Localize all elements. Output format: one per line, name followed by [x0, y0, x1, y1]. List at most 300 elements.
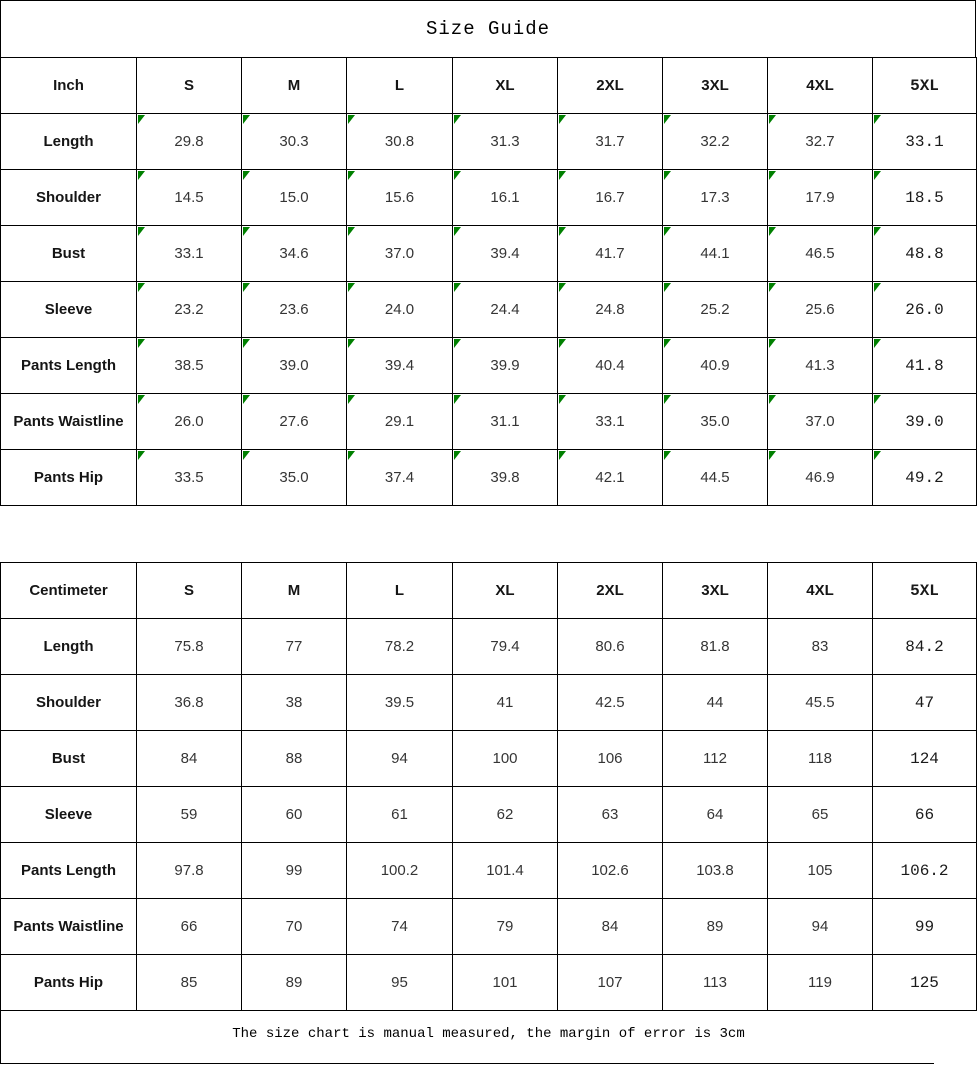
inch-value-cell [873, 338, 977, 394]
cell-marker-triangle-icon [559, 115, 566, 124]
cell-marker-triangle-icon [874, 451, 881, 460]
footer-note-bar [0, 1011, 976, 1064]
centimeter-value-cell [768, 731, 873, 787]
cell-marker-triangle-icon [559, 171, 566, 180]
cell-marker-triangle-icon [874, 339, 881, 348]
cell-value: 33.1 [905, 132, 944, 151]
centimeter-value-cell [137, 675, 242, 731]
centimeter-size-column-header: 5XL [873, 563, 977, 619]
title-bar [0, 0, 976, 57]
centimeter-value-cell [347, 955, 453, 1011]
centimeter-unit-header: Centimeter [1, 563, 137, 619]
inch-value-cell [663, 450, 768, 506]
cell-value: 62 [496, 806, 514, 823]
cell-marker-triangle-icon [664, 227, 671, 236]
cell-value: 61 [391, 806, 408, 823]
cell-value: 85 [180, 974, 198, 991]
cell-value: 35.0 [279, 469, 309, 486]
inch-size-column-header: 2XL [558, 58, 663, 114]
centimeter-value-cell [768, 899, 873, 955]
footer-note: The size chart is manual measured, the margin of error is 3cm [232, 1025, 745, 1042]
inch-value-cell [663, 338, 768, 394]
inch-value-cell [873, 394, 977, 450]
cell-value: 89 [285, 974, 303, 991]
cell-value: 38.5 [174, 357, 204, 374]
cell-value: 38 [285, 694, 303, 711]
inch-row-label: Pants Length [1, 338, 137, 394]
centimeter-value-cell [768, 675, 873, 731]
centimeter-value-cell [242, 787, 347, 843]
centimeter-value-cell [768, 787, 873, 843]
cell-value: 29.8 [174, 133, 204, 150]
cell-value: 24.0 [384, 301, 415, 318]
inch-size-column-header: 4XL [768, 58, 873, 114]
inch-value-cell [558, 450, 663, 506]
inch-value-cell [663, 114, 768, 170]
cell-value: 44.1 [700, 245, 730, 262]
cell-value: 33.1 [174, 245, 204, 262]
centimeter-value-cell [347, 619, 453, 675]
centimeter-value-cell [873, 731, 977, 787]
centimeter-value-cell [768, 619, 873, 675]
cell-value: 100.2 [380, 862, 419, 879]
inch-value-cell [242, 226, 347, 282]
cell-value: 106.2 [900, 861, 949, 880]
cell-marker-triangle-icon [664, 395, 671, 404]
centimeter-value-cell [873, 675, 977, 731]
inch-value-cell [873, 170, 977, 226]
inch-value-cell [347, 226, 453, 282]
cell-value: 31.1 [490, 413, 520, 430]
centimeter-value-cell [873, 787, 977, 843]
cell-value: 25.6 [805, 301, 835, 318]
inch-value-cell [768, 114, 873, 170]
cell-value: 45.5 [805, 694, 835, 711]
cell-value: 44.5 [700, 469, 730, 486]
cell-value: 119 [808, 974, 832, 991]
cell-value: 37.0 [384, 245, 415, 262]
cell-marker-triangle-icon [138, 171, 145, 180]
cell-value: 70 [285, 918, 303, 935]
cell-marker-triangle-icon [138, 227, 145, 236]
cell-value: 64 [706, 806, 724, 823]
cell-marker-triangle-icon [874, 115, 881, 124]
inch-value-cell [453, 170, 558, 226]
cell-value: 39.8 [490, 469, 520, 486]
cell-value: 84 [180, 750, 198, 767]
cell-value: 25.2 [700, 301, 730, 318]
cell-value: 15.6 [384, 189, 415, 206]
inch-value-cell [768, 338, 873, 394]
centimeter-table-row [1, 731, 977, 787]
centimeter-size-column-header: M [242, 563, 347, 619]
cell-marker-triangle-icon [769, 227, 776, 236]
centimeter-value-cell [663, 675, 768, 731]
inch-value-cell [558, 226, 663, 282]
centimeter-size-column-header: 2XL [558, 563, 663, 619]
centimeter-value-cell [137, 899, 242, 955]
cell-value: 33.5 [174, 469, 204, 486]
inch-value-cell [242, 170, 347, 226]
page-title: Size Guide [425, 18, 551, 40]
inch-row-label: Sleeve [1, 282, 137, 338]
cell-value: 41.3 [805, 357, 835, 374]
cell-value: 18.5 [905, 188, 944, 207]
centimeter-value-cell [242, 675, 347, 731]
cell-value: 47 [914, 693, 935, 712]
inch-value-cell [347, 450, 453, 506]
cell-value: 107 [597, 974, 623, 991]
cell-value: 23.2 [174, 301, 204, 318]
cell-marker-triangle-icon [874, 395, 881, 404]
cell-value: 29.1 [384, 413, 415, 430]
inch-value-cell [873, 226, 977, 282]
cell-marker-triangle-icon [769, 339, 776, 348]
cell-value: 77 [285, 638, 303, 655]
cell-value: 89 [706, 918, 724, 935]
centimeter-value-cell [873, 955, 977, 1011]
cell-value: 23.6 [279, 301, 309, 318]
inch-value-cell [663, 170, 768, 226]
centimeter-value-cell [663, 843, 768, 899]
centimeter-value-cell [242, 899, 347, 955]
inch-size-column-header: S [137, 58, 242, 114]
inch-value-cell [453, 114, 558, 170]
cell-value: 66 [180, 918, 198, 935]
centimeter-value-cell [663, 787, 768, 843]
cell-value: 103.8 [696, 862, 734, 879]
cell-marker-triangle-icon [769, 171, 776, 180]
inch-value-cell [768, 450, 873, 506]
cell-value: 75.8 [174, 638, 204, 655]
cell-value: 100 [492, 750, 518, 767]
cell-value: 94 [391, 750, 408, 767]
inch-table-row [1, 450, 977, 506]
cell-marker-triangle-icon [454, 227, 461, 236]
cell-value: 17.9 [805, 189, 835, 206]
inch-value-cell [347, 170, 453, 226]
centimeter-value-cell [873, 899, 977, 955]
centimeter-table-row [1, 955, 977, 1011]
centimeter-value-cell [347, 843, 453, 899]
inch-value-cell [663, 394, 768, 450]
cell-marker-triangle-icon [664, 283, 671, 292]
centimeter-row-label: Pants Waistline [1, 899, 137, 955]
centimeter-value-cell [137, 619, 242, 675]
cell-value: 16.1 [490, 189, 520, 206]
centimeter-value-cell [768, 843, 873, 899]
inch-table-row [1, 226, 977, 282]
inch-row-label: Pants Waistline [1, 394, 137, 450]
inch-row-label: Shoulder [1, 170, 137, 226]
cell-marker-triangle-icon [348, 227, 355, 236]
cell-value: 39.9 [490, 357, 520, 374]
inch-size-column-header: M [242, 58, 347, 114]
cell-marker-triangle-icon [769, 283, 776, 292]
cell-value: 24.8 [595, 301, 625, 318]
cell-value: 39.0 [905, 412, 944, 431]
cell-marker-triangle-icon [874, 227, 881, 236]
cell-marker-triangle-icon [769, 451, 776, 460]
inch-value-cell [873, 114, 977, 170]
cell-marker-triangle-icon [664, 339, 671, 348]
centimeter-value-cell [453, 731, 558, 787]
inch-value-cell [137, 450, 242, 506]
cell-marker-triangle-icon [559, 227, 566, 236]
inch-row-label: Pants Hip [1, 450, 137, 506]
inch-table-row [1, 338, 977, 394]
cell-value: 118 [808, 750, 832, 767]
cell-marker-triangle-icon [664, 115, 671, 124]
cell-marker-triangle-icon [243, 395, 250, 404]
centimeter-value-cell [453, 675, 558, 731]
cell-marker-triangle-icon [454, 171, 461, 180]
centimeter-value-cell [347, 899, 453, 955]
centimeter-table-row [1, 787, 977, 843]
centimeter-value-cell [453, 619, 558, 675]
cell-value: 41 [496, 694, 514, 711]
cell-value: 30.3 [279, 133, 309, 150]
cell-value: 44 [706, 694, 724, 711]
inch-table-row [1, 170, 977, 226]
centimeter-value-cell [558, 843, 663, 899]
cell-value: 74 [391, 918, 408, 935]
centimeter-size-table [0, 562, 977, 1011]
cell-value: 102.6 [591, 862, 629, 879]
cell-value: 66 [914, 805, 935, 824]
cell-value: 63 [601, 806, 619, 823]
cell-value: 125 [910, 973, 939, 992]
centimeter-size-column-header: L [347, 563, 453, 619]
centimeter-value-cell [453, 787, 558, 843]
cell-marker-triangle-icon [769, 115, 776, 124]
cell-value: 60 [285, 806, 303, 823]
centimeter-table-row [1, 899, 977, 955]
inch-value-cell [558, 394, 663, 450]
inch-unit-header: Inch [1, 58, 137, 114]
inch-value-cell [453, 338, 558, 394]
cell-value: 42.1 [595, 469, 625, 486]
inch-value-cell [453, 450, 558, 506]
cell-marker-triangle-icon [138, 283, 145, 292]
inch-value-cell [768, 226, 873, 282]
inch-value-cell [347, 338, 453, 394]
cell-marker-triangle-icon [454, 283, 461, 292]
inch-table-row [1, 114, 977, 170]
centimeter-header-row [1, 563, 977, 619]
cell-marker-triangle-icon [454, 395, 461, 404]
cell-value: 16.7 [595, 189, 625, 206]
cell-value: 78.2 [384, 638, 415, 655]
cell-marker-triangle-icon [454, 339, 461, 348]
cell-marker-triangle-icon [348, 339, 355, 348]
cell-value: 41.7 [595, 245, 625, 262]
cell-value: 81.8 [700, 638, 730, 655]
inch-value-cell [137, 282, 242, 338]
cell-value: 41.8 [905, 356, 944, 375]
centimeter-value-cell [242, 619, 347, 675]
cell-value: 97.8 [174, 862, 204, 879]
centimeter-size-column-header: S [137, 563, 242, 619]
inch-value-cell [558, 338, 663, 394]
centimeter-value-cell [768, 955, 873, 1011]
centimeter-row-label: Sleeve [1, 787, 137, 843]
cell-marker-triangle-icon [243, 115, 250, 124]
inch-size-column-header: XL [453, 58, 558, 114]
centimeter-value-cell [137, 843, 242, 899]
cell-value: 83 [811, 638, 829, 655]
table-separator-gap [0, 506, 977, 562]
centimeter-value-cell [347, 731, 453, 787]
centimeter-row-label: Length [1, 619, 137, 675]
centimeter-value-cell [558, 899, 663, 955]
cell-value: 48.8 [905, 244, 944, 263]
cell-value: 124 [910, 749, 939, 768]
cell-value: 35.0 [700, 413, 730, 430]
cell-marker-triangle-icon [243, 339, 250, 348]
cell-value: 95 [391, 974, 408, 991]
cell-marker-triangle-icon [664, 451, 671, 460]
inch-value-cell [347, 394, 453, 450]
inch-value-cell [137, 338, 242, 394]
cell-marker-triangle-icon [559, 451, 566, 460]
cell-marker-triangle-icon [348, 395, 355, 404]
cell-marker-triangle-icon [243, 283, 250, 292]
cell-marker-triangle-icon [348, 451, 355, 460]
inch-value-cell [768, 394, 873, 450]
inch-size-column-header: 3XL [663, 58, 768, 114]
inch-value-cell [558, 170, 663, 226]
cell-value: 106 [597, 750, 623, 767]
centimeter-value-cell [663, 619, 768, 675]
cell-value: 39.4 [490, 245, 520, 262]
centimeter-value-cell [137, 731, 242, 787]
centimeter-value-cell [347, 787, 453, 843]
inch-value-cell [137, 394, 242, 450]
inch-value-cell [242, 338, 347, 394]
inch-value-cell [558, 282, 663, 338]
inch-value-cell [873, 282, 977, 338]
cell-value: 37.0 [805, 413, 835, 430]
cell-value: 84.2 [905, 637, 944, 656]
inch-value-cell [347, 282, 453, 338]
cell-value: 30.8 [384, 133, 415, 150]
centimeter-value-cell [873, 619, 977, 675]
cell-value: 31.7 [595, 133, 625, 150]
centimeter-size-column-header: 4XL [768, 563, 873, 619]
cell-value: 31.3 [490, 133, 520, 150]
centimeter-value-cell [663, 955, 768, 1011]
cell-marker-triangle-icon [664, 171, 671, 180]
cell-marker-triangle-icon [769, 395, 776, 404]
cell-value: 26.0 [905, 300, 944, 319]
cell-marker-triangle-icon [348, 283, 355, 292]
cell-value: 24.4 [490, 301, 520, 318]
cell-value: 33.1 [595, 413, 625, 430]
inch-value-cell [663, 282, 768, 338]
cell-value: 26.0 [174, 413, 204, 430]
centimeter-row-label: Bust [1, 731, 137, 787]
inch-size-column-header: 5XL [873, 58, 977, 114]
centimeter-value-cell [347, 675, 453, 731]
inch-value-cell [453, 226, 558, 282]
cell-value: 14.5 [174, 189, 204, 206]
cell-value: 113 [703, 974, 727, 991]
centimeter-value-cell [558, 955, 663, 1011]
centimeter-size-column-header: 3XL [663, 563, 768, 619]
cell-marker-triangle-icon [559, 283, 566, 292]
cell-value: 42.5 [595, 694, 625, 711]
centimeter-value-cell [453, 843, 558, 899]
cell-marker-triangle-icon [243, 227, 250, 236]
cell-marker-triangle-icon [874, 171, 881, 180]
cell-value: 84 [601, 918, 619, 935]
centimeter-table-row [1, 843, 977, 899]
centimeter-value-cell [873, 843, 977, 899]
cell-value: 59 [180, 806, 198, 823]
centimeter-value-cell [242, 955, 347, 1011]
inch-value-cell [137, 170, 242, 226]
cell-value: 39.5 [384, 694, 415, 711]
inch-row-label: Length [1, 114, 137, 170]
cell-value: 79.4 [490, 638, 520, 655]
cell-value: 88 [285, 750, 303, 767]
cell-value: 32.7 [805, 133, 835, 150]
cell-value: 101 [492, 974, 518, 991]
cell-value: 39.0 [279, 357, 309, 374]
cell-value: 101.4 [486, 862, 524, 879]
centimeter-table-row [1, 675, 977, 731]
centimeter-value-cell [558, 675, 663, 731]
cell-value: 65 [811, 806, 829, 823]
centimeter-value-cell [137, 955, 242, 1011]
inch-value-cell [137, 226, 242, 282]
cell-value: 32.2 [700, 133, 730, 150]
inch-value-cell [242, 282, 347, 338]
cell-value: 39.4 [384, 357, 415, 374]
cell-marker-triangle-icon [138, 451, 145, 460]
centimeter-row-label: Pants Length [1, 843, 137, 899]
inch-size-column-header: L [347, 58, 453, 114]
centimeter-value-cell [137, 787, 242, 843]
footer-bottom-border [0, 1063, 934, 1064]
inch-table-row [1, 394, 977, 450]
cell-marker-triangle-icon [243, 171, 250, 180]
centimeter-value-cell [242, 843, 347, 899]
centimeter-value-cell [558, 619, 663, 675]
cell-marker-triangle-icon [874, 283, 881, 292]
centimeter-size-column-header: XL [453, 563, 558, 619]
inch-value-cell [242, 394, 347, 450]
cell-value: 80.6 [595, 638, 625, 655]
inch-value-cell [137, 114, 242, 170]
cell-marker-triangle-icon [348, 115, 355, 124]
cell-marker-triangle-icon [454, 451, 461, 460]
cell-value: 36.8 [174, 694, 204, 711]
centimeter-value-cell [663, 899, 768, 955]
inch-value-cell [453, 394, 558, 450]
cell-marker-triangle-icon [559, 339, 566, 348]
centimeter-value-cell [663, 731, 768, 787]
inch-value-cell [768, 282, 873, 338]
centimeter-value-cell [242, 731, 347, 787]
inch-value-cell [347, 114, 453, 170]
cell-marker-triangle-icon [138, 115, 145, 124]
cell-marker-triangle-icon [559, 395, 566, 404]
cell-value: 46.9 [805, 469, 835, 486]
cell-value: 79 [496, 918, 514, 935]
centimeter-value-cell [558, 731, 663, 787]
